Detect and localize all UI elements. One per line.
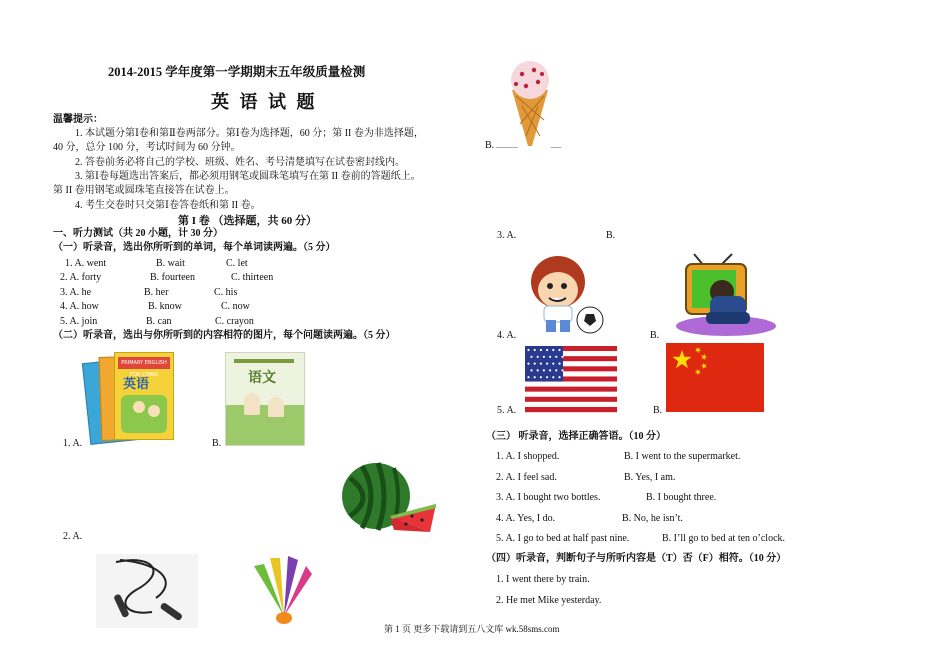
sub3-q5-b: B. I’ll go to bed at ten o’clock. bbox=[662, 533, 786, 544]
part1-heading: 第 I 卷 （选择题，共 60 分） bbox=[178, 215, 318, 227]
sub1-heading: （一）听录音，选出你所听到的单词，每个单词读两遍。（5 分） bbox=[53, 242, 336, 253]
textbook-banner: PRIMARY ENGLISH FOR CHINA bbox=[118, 357, 170, 369]
china-flag-image bbox=[666, 343, 764, 412]
q2-option-c: C. thirteen bbox=[231, 272, 274, 283]
boy-tv-image bbox=[660, 252, 776, 338]
q5-option-b: B. can bbox=[146, 316, 172, 327]
right-q5-label-a: 5. A. bbox=[497, 405, 517, 416]
right-q4-label-b: B. bbox=[650, 330, 660, 341]
ice-cream-image bbox=[502, 56, 558, 150]
notice-line-3b: 第 II 卷用钢笔或圆珠笔直接答在试卷上。 bbox=[53, 185, 235, 196]
sub3-q1-b: B. I went to the supermarket. bbox=[624, 451, 741, 462]
jump-rope-image bbox=[96, 554, 198, 628]
sub2-q1-label-a: 1. A. bbox=[63, 438, 83, 449]
notice-line-4: 4. 考生交卷时只交第Ⅰ卷答卷纸和第 II 卷。 bbox=[75, 200, 261, 211]
sub3-q1-a: 1. A. I shopped. bbox=[496, 451, 560, 462]
sub3-q2-a: 2. A. I feel sad. bbox=[496, 472, 557, 483]
q1-option-b: B. wait bbox=[156, 258, 185, 269]
right-q4-label-a: 4. A. bbox=[497, 330, 517, 341]
sub3-q3-a: 3. A. I bought two bottles. bbox=[496, 492, 601, 503]
blank-line-short bbox=[551, 147, 561, 148]
q3-option-c: C. his bbox=[214, 287, 238, 298]
blank-line bbox=[496, 147, 518, 148]
q1-option-c: C. let bbox=[226, 258, 248, 269]
right-q3-label-b: B. bbox=[606, 230, 616, 241]
notice-line-2: 2. 答卷前务必将自己的学校、班级、姓名、考号清楚填写在试卷密封线内。 bbox=[75, 157, 405, 168]
exam-title: 2014-2015 学年度第一学期期末五年级质量检测 bbox=[108, 65, 366, 79]
boy-football-image bbox=[524, 250, 606, 334]
right-q5-label-b: B. bbox=[653, 405, 663, 416]
sub3-q5-a: 5. A. I go to bed at half past nine. bbox=[496, 533, 630, 544]
sub2-heading: （二）听录音，选出与你所听到的内容相符的图片，每个问题读两遍。（5 分） bbox=[53, 330, 396, 341]
sub3-q4-b: B. No, he isn’t. bbox=[622, 513, 683, 524]
sub3-q2-b: B. Yes, I am. bbox=[624, 472, 676, 483]
sub2-q1-label-b: B. bbox=[212, 438, 222, 449]
q5-option-a: 5. A. join bbox=[60, 316, 98, 327]
q2-option-b: B. fourteen bbox=[150, 272, 195, 283]
q5-option-c: C. crayon bbox=[215, 316, 254, 327]
shuttlecock-image bbox=[248, 556, 314, 628]
section-heading: 一、听力测试（共 20 小题，计 30 分） bbox=[53, 228, 223, 239]
sub2-q2-label-a: 2. A. bbox=[63, 531, 83, 542]
page-footer: 第 1 页 更多下载请到五八文库 wk.58sms.com bbox=[384, 624, 560, 634]
sub3-q4-a: 4. A. Yes, I do. bbox=[496, 513, 556, 524]
q4-option-c: C. now bbox=[221, 301, 250, 312]
chinese-textbook-title: 语文 bbox=[248, 370, 276, 386]
q3-option-b: B. her bbox=[144, 287, 169, 298]
watermelon-image bbox=[340, 458, 440, 538]
sub3-heading: （三） 听录音，选择正确答语。（10 分） bbox=[486, 431, 666, 442]
right-q3-label-a: 3. A. bbox=[497, 230, 517, 241]
notice-line-3a: 3. 第Ⅰ卷每题选出答案后，都必须用钢笔或圆珠笔填写在第 II 卷前的答题纸上。 bbox=[75, 171, 421, 182]
notice-heading: 温馨提示： bbox=[53, 114, 103, 125]
sub4-heading: （四）听录音，判断句子与所听内容是（T）否（F）相符。（10 分） bbox=[486, 553, 787, 564]
textbook-title: 英语 bbox=[123, 377, 150, 392]
sub4-item-2: 2. He met Mike yesterday. bbox=[496, 595, 602, 606]
q4-option-a: 4. A. how bbox=[60, 301, 99, 312]
notice-line-1a: 1. 本试题分第Ⅰ卷和第Ⅱ卷两部分。第Ⅰ卷为选择题，60 分；第 II 卷为非选择题， bbox=[75, 128, 424, 139]
sub4-item-1: 1. I went there by train. bbox=[496, 574, 590, 585]
q3-option-a: 3. A. he bbox=[60, 287, 92, 298]
chinese-textbook-image bbox=[225, 352, 305, 446]
subject-title: 英 语 试 题 bbox=[211, 92, 318, 112]
q1-option-a: 1. A. went bbox=[65, 258, 107, 269]
notice-line-1b: 40 分，总分 100 分，考试时间为 60 分钟。 bbox=[53, 142, 241, 153]
sub3-q3-b: B. I bought three. bbox=[646, 492, 717, 503]
q2-option-a: 2. A. forty bbox=[60, 272, 102, 283]
us-flag-image bbox=[525, 346, 617, 412]
top-right-label-b: B. bbox=[485, 140, 495, 151]
q4-option-b: B. know bbox=[148, 301, 182, 312]
english-textbooks-image bbox=[86, 350, 176, 445]
